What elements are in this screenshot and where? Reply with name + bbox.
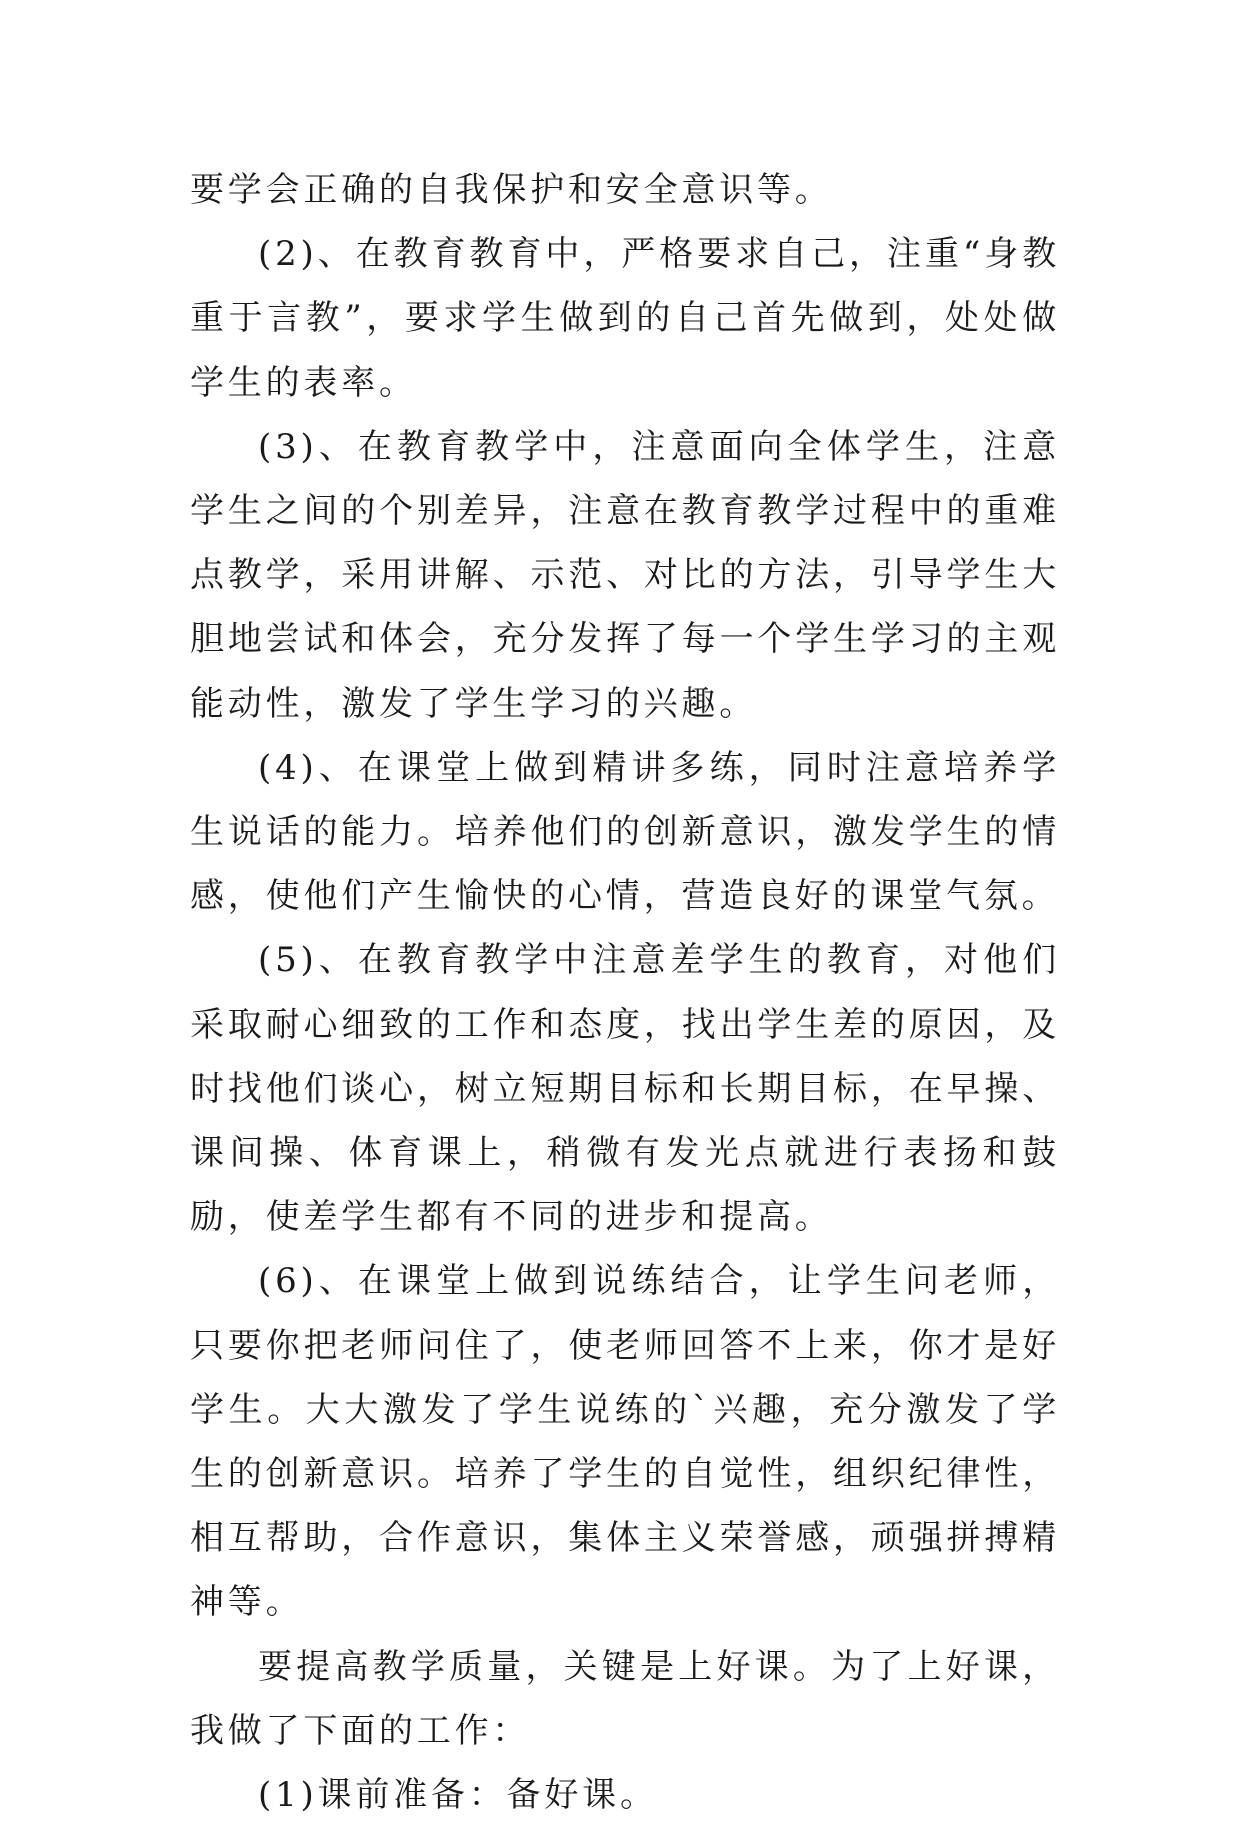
paragraph-continuation: 要学会正确的自我保护和安全意识等。	[190, 170, 833, 210]
paragraph-item-2: (2)、在教育教育中，严格要求自己，注重“身教重于言教”，要求学生做到的自己首先做到，处处做学生的表率。	[190, 234, 1060, 403]
paragraph-item-5: (5)、在教育教学中注意差学生的教育，对他们采取耐心细致的工作和态度，找出学生差的原因，及时找他们谈心，树立短期目标和长期目标，在早操、课间操、体育课上，稍微有发光点就进行表扬和鼓励，使差学生都有不同的进步和提高。	[190, 940, 1060, 1238]
paragraph-item-4: (4)、在课堂上做到精讲多练，同时注意培养学生说话的能力。培养他们的创新意识，激发学生的情感，使他们产生愉快的心情，营造良好的课堂气氛。	[190, 747, 1060, 917]
paragraph-item-6: (6)、在课堂上做到说练结合，让学生问老师，只要你把老师问住了，使老师回答不上来，你才是好学生。大大激发了学生说练的`兴趣，充分激发了学生的创新意识。培养了学生的自觉性，组织纪律性，相互帮助，合作意识，集体主义荣誉感，顽强拼搏精神等。	[190, 1261, 1060, 1623]
paragraph-item-3: (3)、在教育教学中，注意面向全体学生，注意学生之间的个别差异，注意在教育教学过程中的重难点教学，采用讲解、示范、对比的方法，引导学生大胆地尝试和体会，充分发挥了每一个学生学习的主观能动性，激发了学生学习的兴趣。	[190, 426, 1060, 724]
document-body	[190, 158, 1060, 1827]
paragraph-lesson-prep: (1)课前准备：备好课。	[258, 1775, 658, 1816]
paragraph-teaching-quality: 要提高教学质量，关键是上好课。为了上好课，我做了下面的工作：	[190, 1646, 1060, 1751]
